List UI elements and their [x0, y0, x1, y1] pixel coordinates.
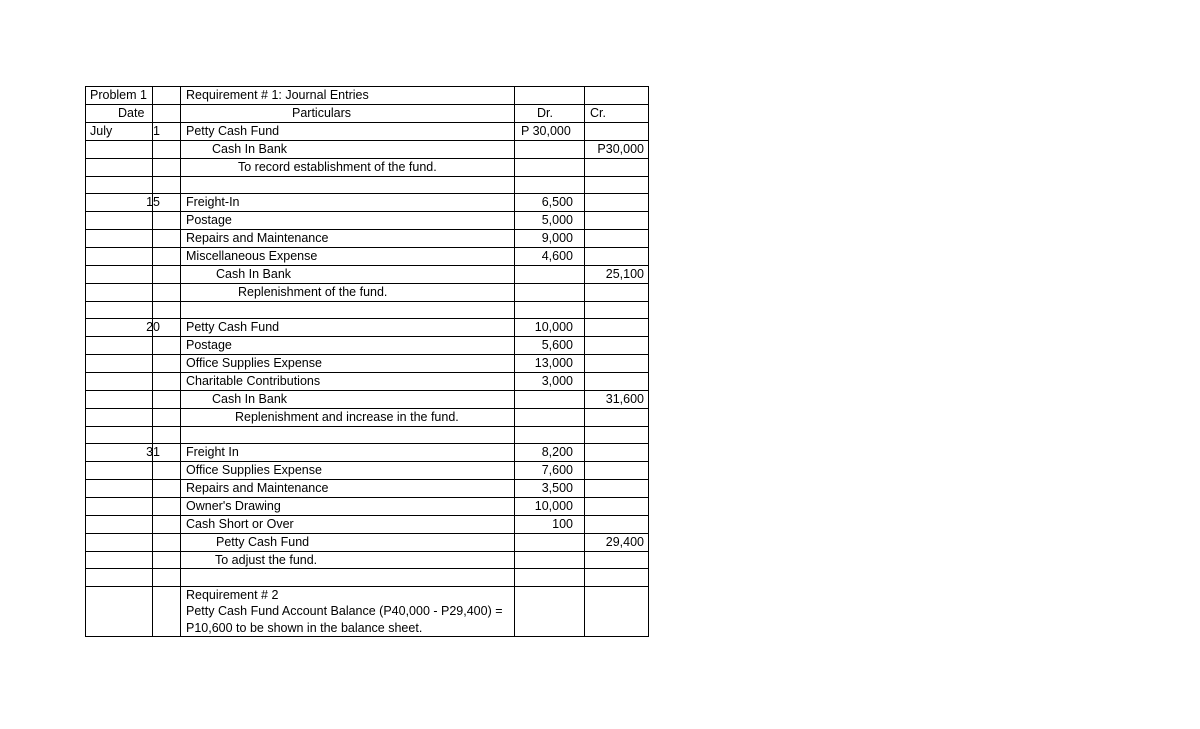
debit-amount-cell: 5,000: [541, 213, 573, 227]
journal-row: [85, 229, 649, 247]
requirement2-row: [85, 619, 649, 637]
account-cell: Office Supplies Expense: [186, 356, 322, 370]
account-cell: Cash In Bank: [212, 142, 288, 156]
account-cell: Freight-In: [186, 195, 240, 209]
account-cell: Charitable Contributions: [186, 374, 321, 388]
debit-amount-cell: P 30,000: [521, 124, 571, 138]
credit-amount-cell: 31,600: [605, 392, 644, 406]
memo-row: [85, 283, 649, 301]
day-cell: 31: [146, 445, 160, 459]
day-cell: 20: [146, 320, 160, 334]
journal-sheet: [85, 86, 649, 637]
memo-cell: To adjust the fund.: [215, 553, 318, 567]
memo-cell: Replenishment of the fund.: [238, 285, 388, 299]
journal-row: [85, 247, 649, 265]
credit-amount-cell: 25,100: [605, 267, 644, 281]
journal-row: [85, 140, 649, 158]
date-column-header: Date: [118, 106, 145, 120]
title-row: [85, 86, 649, 104]
account-cell: Postage: [186, 213, 232, 227]
debit-amount-cell: 100: [552, 517, 573, 531]
debit-amount-cell: 8,200: [541, 445, 573, 459]
journal-row: [85, 211, 649, 229]
account-cell: Cash Short or Over: [186, 517, 294, 531]
account-cell: Office Supplies Expense: [186, 463, 322, 477]
debit-amount-cell: 5,600: [541, 338, 573, 352]
memo-cell: To record establishment of the fund.: [238, 160, 437, 174]
account-cell: Petty Cash Fund: [186, 124, 280, 138]
grid-line: [85, 301, 649, 302]
journal-row: [85, 461, 649, 479]
debit-amount-cell: 3,500: [541, 481, 573, 495]
debit-amount-cell: 9,000: [541, 231, 573, 245]
particulars-column-header: Particulars: [292, 106, 352, 120]
column-header-row: [85, 104, 649, 122]
account-cell: Repairs and Maintenance: [186, 231, 329, 245]
month-cell: July: [90, 124, 113, 138]
journal-row: [85, 354, 649, 372]
journal-row: [85, 372, 649, 390]
journal-row: [85, 318, 649, 336]
journal-row: [85, 443, 649, 461]
credit-column-header: Cr.: [590, 106, 606, 120]
journal-row: [85, 122, 649, 140]
credit-amount-cell: P30,000: [597, 142, 644, 156]
debit-amount-cell: 10,000: [534, 499, 573, 513]
account-cell: Petty Cash Fund: [186, 320, 280, 334]
debit-amount-cell: 6,500: [541, 195, 573, 209]
requirement2-line: Petty Cash Fund Account Balance (P40,000 - P29,400) =: [186, 604, 503, 618]
account-cell: Cash In Bank: [216, 267, 292, 281]
memo-cell: Replenishment and increase in the fund.: [235, 410, 459, 424]
account-cell: Freight In: [186, 445, 239, 459]
journal-row: [85, 390, 649, 408]
day-cell: 15: [146, 195, 160, 209]
journal-row: [85, 265, 649, 283]
journal-row: [85, 515, 649, 533]
journal-row: [85, 533, 649, 551]
requirement2-line: P10,600 to be shown in the balance sheet.: [186, 621, 423, 635]
memo-row: [85, 408, 649, 426]
debit-column-header: Dr.: [537, 106, 553, 120]
day-cell: 1: [153, 124, 160, 138]
journal-row: [85, 193, 649, 211]
debit-amount-cell: 3,000: [541, 374, 573, 388]
account-cell: Postage: [186, 338, 232, 352]
grid-line: [85, 426, 649, 427]
account-cell: Petty Cash Fund: [216, 535, 310, 549]
debit-amount-cell: 7,600: [541, 463, 573, 477]
journal-row: [85, 336, 649, 354]
journal-row: [85, 497, 649, 515]
debit-amount-cell: 10,000: [534, 320, 573, 334]
requirement2-title: Requirement # 2: [186, 588, 279, 602]
credit-amount-cell: 29,400: [605, 535, 644, 549]
grid-line: [85, 176, 649, 177]
debit-amount-cell: 13,000: [534, 356, 573, 370]
account-cell: Repairs and Maintenance: [186, 481, 329, 495]
account-cell: Miscellaneous Expense: [186, 249, 318, 263]
requirement1-title: Requirement # 1: Journal Entries: [186, 88, 369, 102]
problem-label: Problem 1: [90, 88, 147, 102]
account-cell: Owner's Drawing: [186, 499, 281, 513]
memo-row: [85, 551, 649, 569]
requirement2-row: [85, 602, 649, 620]
debit-amount-cell: 4,600: [541, 249, 573, 263]
memo-row: [85, 158, 649, 176]
account-cell: Cash In Bank: [212, 392, 288, 406]
journal-row: [85, 479, 649, 497]
